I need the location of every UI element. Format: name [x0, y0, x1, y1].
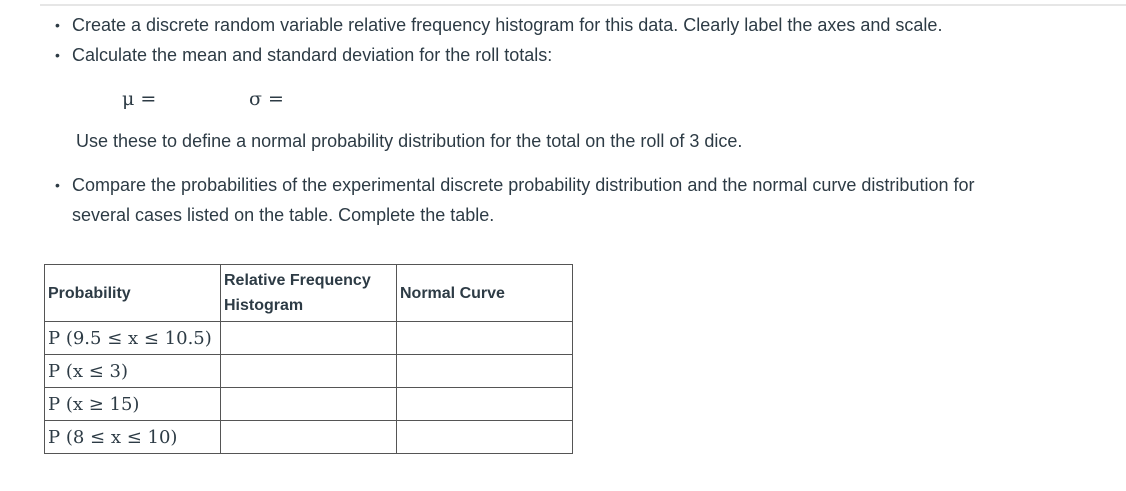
normal-curve-cell[interactable]	[397, 388, 573, 421]
mean-label: μ =	[122, 88, 157, 110]
table-row	[45, 388, 573, 421]
normal-curve-cell[interactable]	[397, 421, 573, 454]
probability-comparison-table	[44, 264, 573, 454]
header-normal-curve: Normal Curve	[397, 265, 573, 322]
relative-frequency-cell[interactable]	[221, 322, 397, 355]
header-relative-frequency: Relative Frequency Histogram	[221, 265, 397, 322]
bullet-dot: •	[55, 47, 60, 63]
normal-curve-cell[interactable]	[397, 322, 573, 355]
relative-frequency-cell[interactable]	[221, 388, 397, 421]
probability-cell: P (x ≤ 3)	[45, 355, 221, 388]
normal-distribution-paragraph: Use these to define a normal probability distribution for the total on the roll of 3 dice.	[76, 131, 743, 151]
probability-cell: P (8 ≤ x ≤ 10)	[45, 421, 221, 454]
bullet-dot: •	[55, 17, 60, 33]
probability-cell: P (9.5 ≤ x ≤ 10.5)	[45, 322, 221, 355]
bullet-text: Calculate the mean and standard deviation for the roll totals:	[72, 45, 553, 65]
bullet-text-line1: Compare the probabilities of the experimental discrete probability distribution and the normal curve distribution for	[72, 175, 975, 195]
table-row	[45, 355, 573, 388]
probability-cell: P (x ≥ 15)	[45, 388, 221, 421]
bullet-compare-instruction	[55, 170, 975, 200]
normal-curve-cell[interactable]	[397, 355, 573, 388]
table-header-row	[45, 265, 573, 322]
table-row	[45, 421, 573, 454]
relative-frequency-cell[interactable]	[221, 421, 397, 454]
bullet-histogram-instruction	[55, 10, 943, 40]
table-row	[45, 322, 573, 355]
relative-frequency-cell[interactable]	[221, 355, 397, 388]
header-probability: Probability	[45, 265, 221, 322]
top-divider	[40, 4, 1126, 6]
bullet-dot: •	[55, 177, 60, 193]
bullet-mean-sd-instruction	[55, 40, 553, 70]
standard-deviation-label: σ =	[249, 88, 284, 110]
bullet-text: Create a discrete random variable relative frequency histogram for this data. Clearly label the axes and scale.	[72, 15, 943, 35]
bullet-text-line2: several cases listed on the table. Complete the table.	[72, 205, 495, 225]
